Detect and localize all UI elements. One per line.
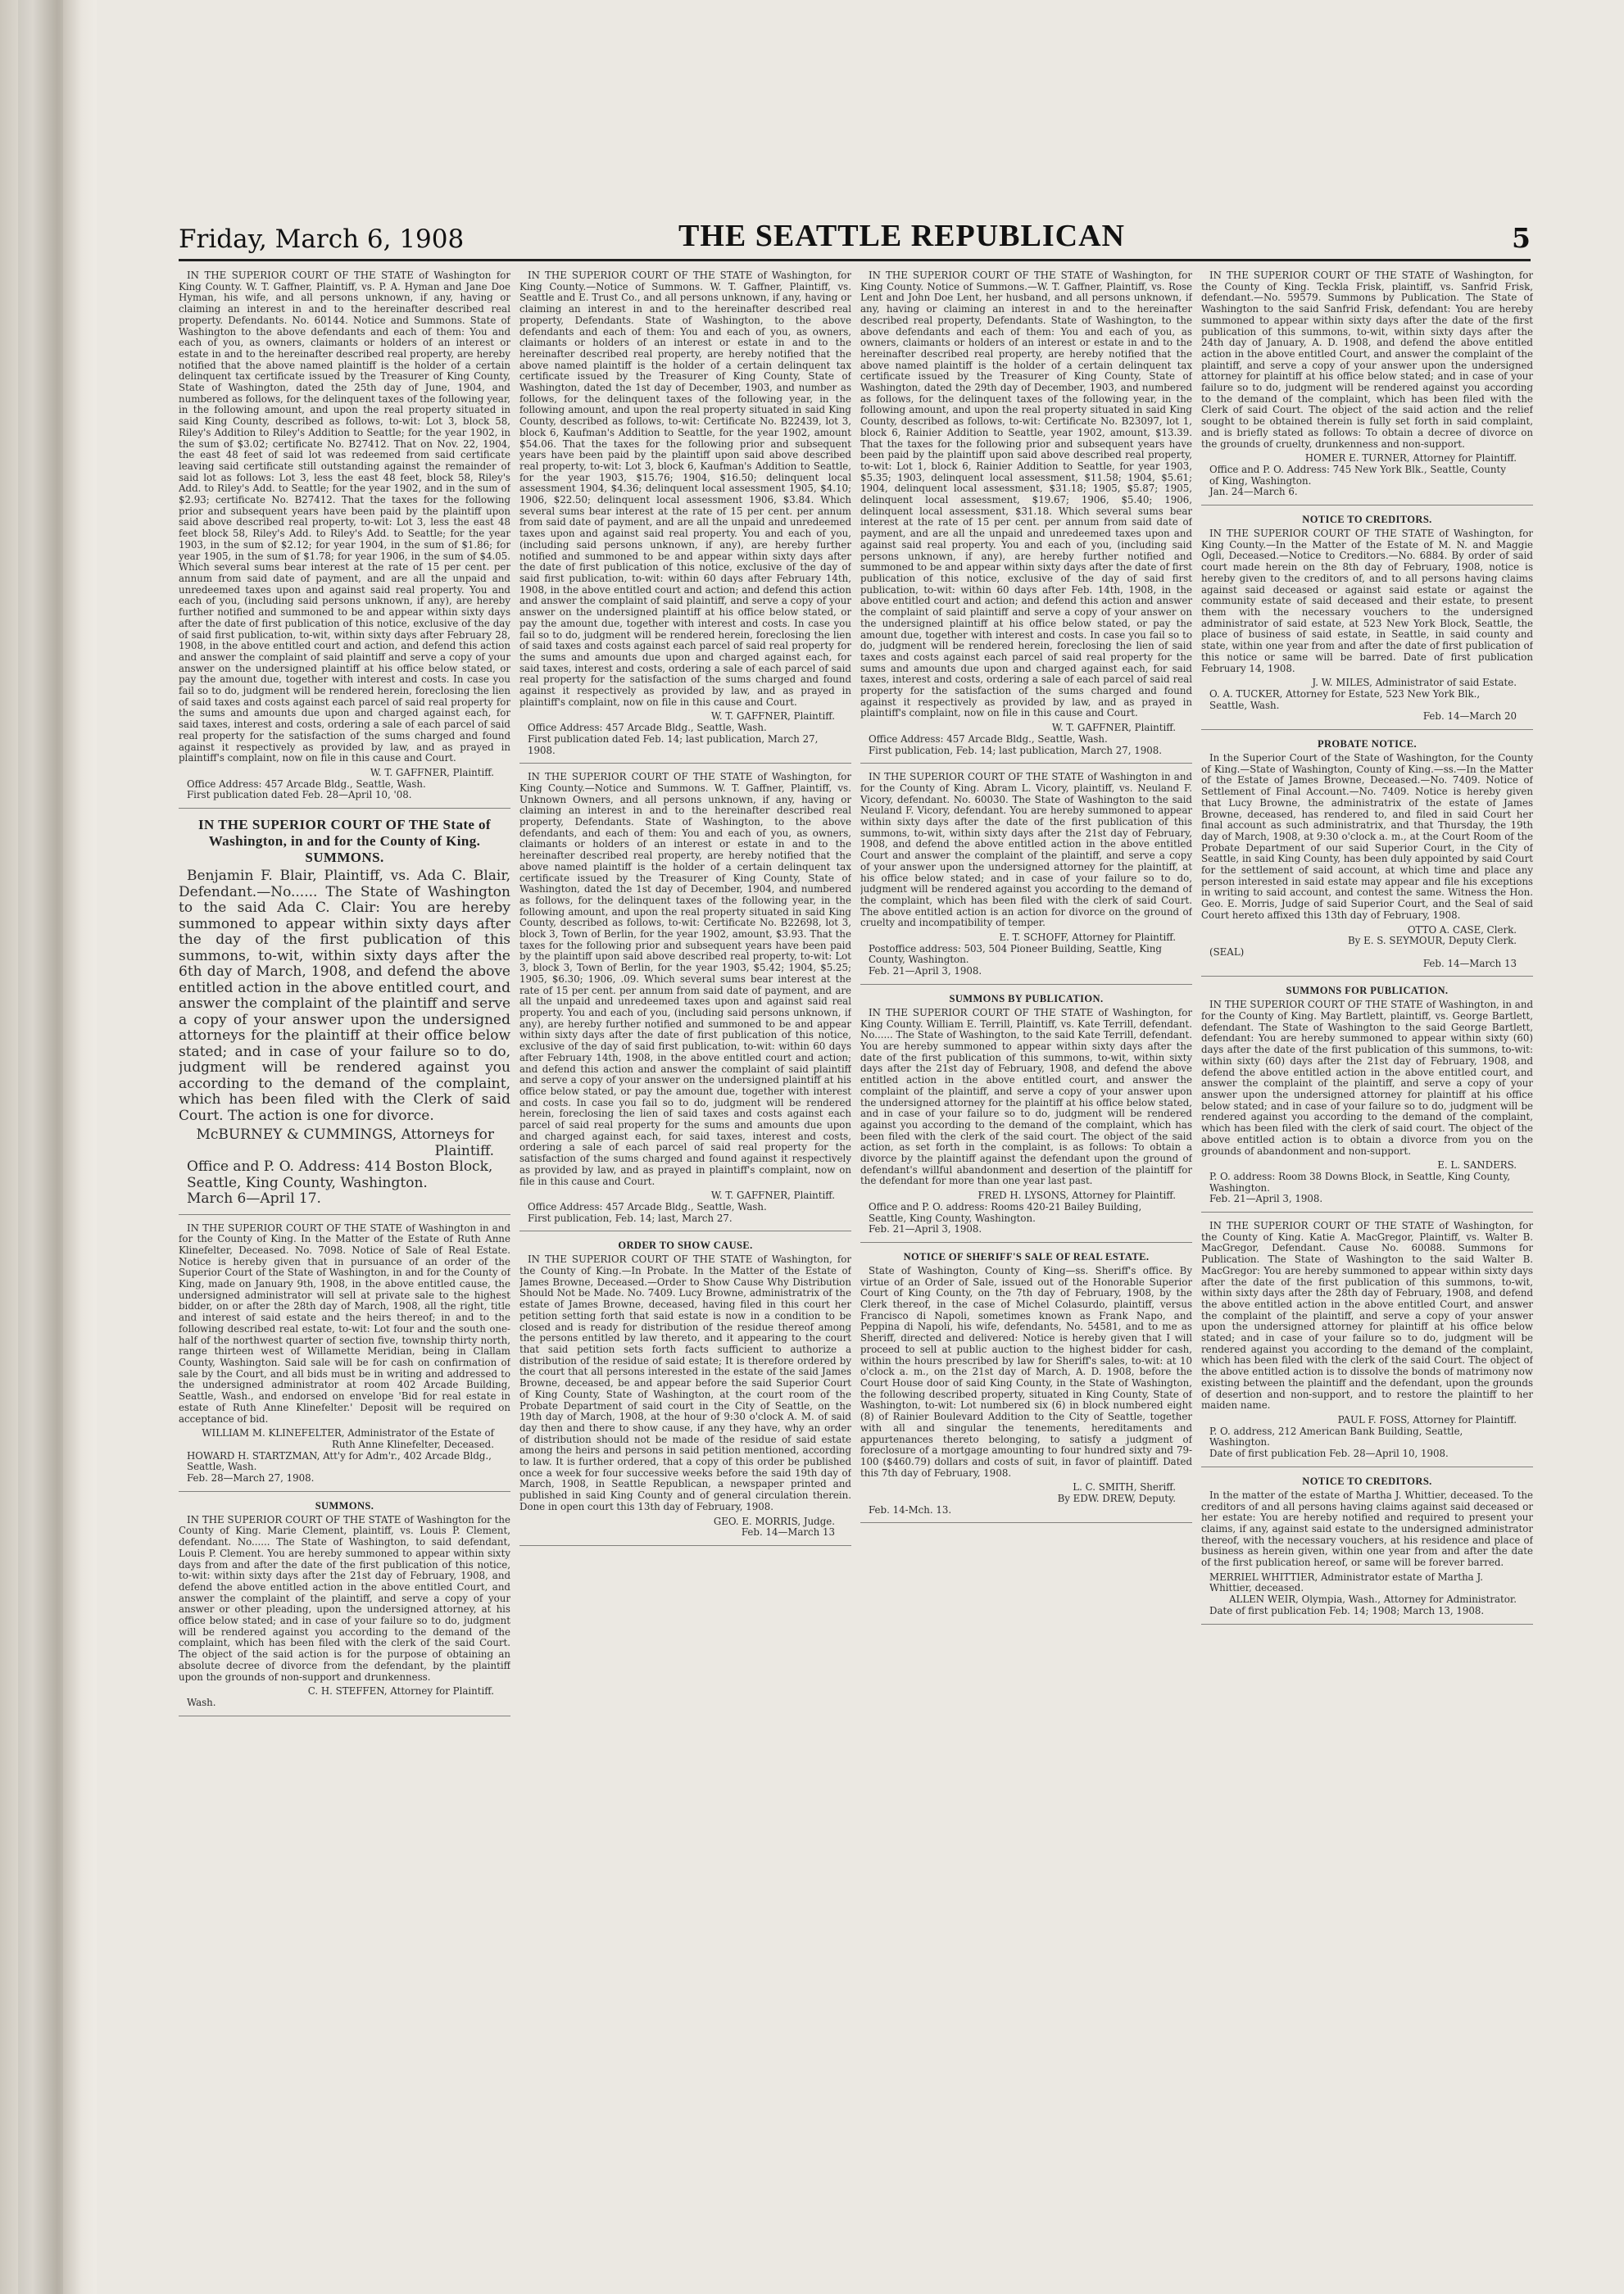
legal-notice: [1201, 738, 1533, 977]
column-2: [519, 270, 851, 2147]
notice-signature: [519, 1516, 851, 1539]
notice-heading: IN THE SUPERIOR COURT OF THE State of Washington, in and for the County of King. SUMMONS.: [198, 817, 491, 866]
signature-line: E. T. SCHOFF, Attorney for Plaintiff.: [999, 932, 1176, 944]
legal-notice: [1201, 985, 1533, 1213]
notice-signature: [1201, 453, 1533, 498]
column-4: [1201, 270, 1533, 2147]
legal-notice: [860, 270, 1192, 764]
signature-line: P. O. address, 212 American Bank Building, Seattle, Washington.: [1209, 1425, 1463, 1448]
notice-body: Benjamin F. Blair, Plaintiff, vs. Ada C. Blair, Defendant.—No...... The State of Washington to the said Ada C. Clair: You are hereby summoned to appear within sixty days after the day of the first publication of this summons, to-wit, within sixty days after the 6th day of March, 1908, and defend the above entitled action in the above entitled court, and answer the complaint of the plaintiff and serve a copy of your answer upon the undersigned attorneys for the plaintiff at their office below stated; and in case of your failure so to do, judgment will be rendered against you according to the demand of the complaint, which has been filed with the Clerk of said Court. The action is one for divorce.: [179, 868, 510, 1124]
legal-notice: [1201, 1221, 1533, 1467]
notice-signature: [179, 1127, 510, 1208]
signature-line: Office Address: 457 Arcade Bldg., Seattle, Wash.: [869, 732, 1108, 745]
signature-line: First publication dated Feb. 14; last publication, March 27, 1908.: [528, 732, 819, 756]
signature-line: Feb. 14—March 13: [1422, 957, 1517, 969]
signature-line: W. T. GAFFNER, Plaintiff.: [1051, 722, 1176, 734]
signature-line: J. W. MILES, Administrator of said Estate.: [1312, 677, 1517, 689]
notice-body: IN THE SUPERIOR COURT OF THE STATE of Washington, for King County.—Notice and Summons. W. T. Gaffner, Plaintiff, vs. Unknown Owners, and all persons unknown, if any, having or claiming an interest in and to the hereinafter described real property, Defendants. State of Washington, to the above defendants, and each of them: You and each of you, as owners, claimants or holders of an interest or estate in and to the hereinafter described real property, are hereby notified that the above named plaintiff is the holder of a certain delinquent tax certificate issued by the Treasurer of King County, State of Washington, dated the 1st day of December, 1904, and numbered as follows, for the delinquent taxes of the following year, in the following amount, and upon the real property situated in said King County, described as follows, to-wit: Certificate No. B22698, lot 3, block 3, Town of Berlin, for the year 1902, amount, $3.93. That the taxes for the following prior and subsequent years have been paid by the plaintiff upon said above described real property, to-wit: Lot 3, block 3, Town of Berlin, for the year 1903, $5.42; 1904, $5.25; 1905, $6.30; 1906, .09. Which several sums bear interest at the rate of 15 per cent. per annum from said date of payment, and are all the unpaid and unredeemed taxes upon and against said real property. You and each of you, (including said persons unknown, if any), are hereby further notified and summoned to be and appear within sixty days after the date of first publication of this notice, exclusive of the day of said first publication, to-wit: within 60 days after February 14th, 1908, in the above entitled court and action; and defend this action and answer the complaint of said plaintiff and serve a copy of your answer on the undersigned plaintiff at his office below stated, or pay the amount due, together with interest and costs. In case you fail so to do, judgment will be rendered herein, foreclosing the lien of said taxes and costs against each parcel of said real property for the sums and amounts due upon and charged against each, for said taxes, interest and costs, ordering a sale of each parcel of said real property for the satisfaction of the sums charged and found against it respectively as provided by law, and as prayed in plaintiff's complaint, now on file in this cause and Court.: [519, 771, 851, 1187]
notice-heading: PROBATE NOTICE.: [1317, 738, 1418, 750]
signature-line: Feb. 14-Mch. 13.: [869, 1503, 952, 1516]
notice-body: In the matter of the estate of Martha J. Whittier, deceased. To the creditors of and all persons having claims against said deceased or her estate: You are hereby notified and required to present your claims, if any, against said estate to the undersigned administrator thereof, with the necessary vouchers, at his residence and place of business as herein given, within one year from and after the date of the first publication hereof, or same will be forever barred.: [1201, 1489, 1533, 1569]
signature-line: PAUL F. FOSS, Attorney for Plaintiff.: [1337, 1413, 1517, 1426]
signature-line: Feb. 21—April 3, 1908.: [1209, 1193, 1323, 1205]
notice-heading: SUMMONS BY PUBLICATION.: [949, 992, 1104, 1004]
notice-heading: NOTICE TO CREDITORS.: [1302, 514, 1432, 526]
signature-line: E. L. SANDERS.: [1437, 1159, 1517, 1172]
signature-line: Jan. 24—March 6.: [1209, 486, 1298, 498]
signature-line: Office Address: 457 Arcade Bldg., Seattle, Wash.: [528, 1200, 767, 1213]
notice-body: IN THE SUPERIOR COURT OF THE STATE of Washington for King County. W. T. Gaffner, Plaintiff, vs. P. A. Hyman and Jane Doe Hyman, his wife, and all persons unknown, if any, having or claiming an interest in and to the hereinafter described real property. Defendants. No. 60144. Notice and Summons. State of Washington to the above defendants and each of them: You and each of you, as owners, claimants or holders of an interest or estate in and to the hereinafter described real property, are hereby notified that the above named plaintiff is the holder of a certain delinquent tax certificate issued by the Treasurer of King County, State of Washington, dated the 25th day of June, 1904, and numbered as follows, for the delinquent taxes of the following year, in the following amount, and upon the real property situated in said King County, described as follows, to-wit: Lot 3, block 58, Riley's Addition to Riley's Addition to Seattle; for the year 1902, in the sum of $3.02; certificate No. B27412. That on Nov. 22, 1904, the east 48 feet of said lot was redeemed from said certificate leaving said certificate still outstanding against the remainder of said lot as follows: Lot 3, less the east 48 feet, block 58, Riley's Add. to Riley's Add. to Seattle; for the year 1902, and in the sum of $2.93; certificate No. B27412. That the taxes for the following prior and subsequent years have been paid by the plaintiff upon said above described real property, to-wit: Lot 3, less the east 48 feet block 58, Riley's Add. to Riley's Add. to Seattle; for the year 1903, in the sum of $2.12; for year 1904, in the sum of $1.86; for year 1905, in the sum of $1.78; for year 1906, in the sum of $4.05. Which several sums bear interest at the rate of 15 per cent. per annum from said date of payment, and are all the unpaid and unredeemed taxes upon and against said real property. You and each of you, (including said persons unknown, if any), are hereby further notified and summoned to be and appear within sixty days after the date of first publication of this notice, exclusive of the day of said first publication, to-wit, within sixty days after February 28, 1908, in the above entitled court and action, and defend this action and answer the complaint of said plaintiff and serve a copy of your answer on the undersigned plaintiff at his office below stated, or pay the amount due, together with interest and costs. In case you fail so to do, judgment will be rendered herein, foreclosing the lien of said taxes and costs against each parcel of said real property for the sums and amounts due upon and charged against each, for said taxes, interest and costs, ordering a sale of each parcel of said real property for the satisfaction of the sums charged and found against it respectively as provided by law, and as prayed in plaintiff's complaint, now on file in this cause and Court.: [179, 270, 510, 764]
legal-notice: [179, 270, 510, 809]
notice-signature: [519, 711, 851, 756]
signature-line: WILLIAM M. KLINEFELTER, Administrator of the Estate of Ruth Anne Klinefelter, Deceased.: [202, 1427, 494, 1450]
signature-line: Feb. 14—March 13: [741, 1526, 835, 1539]
signature-line: By E. S. SEYMOUR, Deputy Clerk.: [1348, 935, 1517, 947]
notice-body: IN THE SUPERIOR COURT OF THE STATE of Washington, for King County.—Notice of Summons. W. T. Gaffner, Plaintiff, vs. Seattle and E. Trust Co., and all persons unknown, if any, having or claiming an interest in and to the hereinafter described real property, Defendants. State of Washington, to the above defendants and each of them: You and each of you, as owners, claimants or holders of an interest or estate in and to the hereinafter described real property, are hereby notified that the above named plaintiff is the holder of a certain delinquent tax certificate issued by the Treasurer of King County, State of Washington, dated the 1st day of December, 1903, and number as follows, for the delinquent taxes of the following year, in the following amount, and upon the real property situated in said King County, described as follows, to-wit: Certificate No. B22439, lot 3, block 6, Kaufman's Addition to Seattle, for the year 1902, amount $54.06. That the taxes for the following prior and subsequent years have been paid by the plaintiff upon said above described real property, to-wit: Lot 3, block 6, Kaufman's Addition to Seattle, for the year 1903, $15.76; 1904, $16.50; delinquent local assessment 1904, $4.36; delinquent local assessment 1905, $4.10; 1906, $22.50; delinquent local assessment 1906, $3.84. Which several sums bear interest at the rate of 15 per cent. per annum from said date of payment, and are all the unpaid and unredeemed taxes upon and against said real property. You and each of you, (including said persons unknown, if any), are hereby further notified and summoned to be and appear within sixty days after the date of first publication of this notice, exclusive of the day of said first publication, to-wit: within 60 days after February 14th, 1908, in the above entitled court and action; and defend this action and answer the complaint of said plaintiff, and serve a copy of your answer on the undersigned plaintiff at his office below stated, or pay the amount due, together with interest and costs. In case you fail so to do, judgment will be rendered herein, foreclosing the lien of said taxes and costs against each parcel of said real property for the sums and amounts due upon and charged against each, for said taxes, interest and costs, ordering a sale of each parcel of said real property for the satisfaction of the sums charged and found against it respectively as provided by law, and as prayed in plaintiff's complaint, now on file in this cause and Court.: [519, 270, 851, 708]
binding-spine: [0, 0, 97, 2294]
signature-line: GEO. E. MORRIS, Judge.: [713, 1515, 835, 1527]
signature-line: C. H. STEFFEN, Attorney for Plaintiff.: [307, 1685, 494, 1698]
signature-line: March 6—April 17.: [187, 1190, 321, 1208]
notice-signature: [179, 768, 510, 801]
signature-line: W. T. GAFFNER, Plaintiff.: [370, 766, 494, 778]
legal-notice: [1201, 1476, 1533, 1625]
signature-line: W. T. GAFFNER, Plaintiff.: [710, 1190, 835, 1202]
signature-line: Date of first publication Feb. 14; 1908; March 13, 1908.: [1209, 1604, 1485, 1616]
signature-line: Office Address: 457 Arcade Bldg., Seattle, Wash.: [528, 722, 767, 734]
legal-notice: [860, 1251, 1192, 1523]
page-number: 5: [1512, 222, 1531, 254]
signature-line: W. T. GAFFNER, Plaintiff.: [710, 710, 835, 723]
signature-line: By EDW. DREW, Deputy.: [1057, 1493, 1176, 1505]
notice-signature: [1201, 1415, 1533, 1460]
newspaper-title: THE SEATTLE REPUBLICAN: [678, 219, 1125, 253]
legal-notice: [179, 1500, 510, 1716]
signature-line: (SEAL): [1209, 945, 1245, 958]
legal-notice: [179, 1223, 510, 1492]
signature-line: Wash.: [187, 1696, 216, 1708]
notice-signature: [1201, 925, 1533, 970]
signature-line: Postoffice address: 503, 504 Pioneer Building, Seattle, King County, Washington.: [869, 942, 1162, 966]
signature-line: ALLEN WEIR, Olympia, Wash., Attorney for Administrator.: [1228, 1594, 1517, 1606]
signature-line: Feb. 28—March 27, 1908.: [187, 1472, 315, 1485]
column-1: [179, 270, 510, 2147]
notice-heading: ORDER TO SHOW CAUSE.: [618, 1240, 753, 1252]
newspaper-page: [97, 0, 1624, 2294]
signature-line: FRED H. LYSONS, Attorney for Plaintiff.: [978, 1190, 1176, 1202]
legal-notice: [1201, 514, 1533, 730]
notice-heading: NOTICE TO CREDITORS.: [1302, 1475, 1432, 1487]
notice-body: IN THE SUPERIOR COURT OF THE STATE of Washington, for the County of King.—In Probate. In the Matter of the Estate of James Browne, Deceased.—Order to Show Cause Why Distribution Should Not be Made. No. 7409. Lucy Browne, administratrix of the estate of James Browne, deceased, having filed in this court her petition setting forth that said estate is now in a condition to be closed and is ready for distribution of the residue thereof among the persons entitled by law thereto, and it appearing to the court that said petition sets forth facts sufficient to authorize a distribution of the residue of said estate; It is therefore ordered by the court that all persons interested in the estate of the said James Browne, deceased, be and appear before the said Superior Court of King County, State of Washington, at the court room of the Probate Department of said court in the City of Seattle, on the 19th day of March, 1908, at the hour of 9:30 o'clock A. M. of said day then and there to show cause, if any they have, why an order of distribution should not be made of the residue of said estate among the heirs and persons in said petition mentioned, according to law. It is further ordered, that a copy of this order be published once a week for four successive weeks before the said 19th day of March, 1908, in Seattle Republican, a newspaper printed and published in said King County and of general circulation therein. Done in open court this 13th day of February, 1908.: [519, 1254, 851, 1512]
signature-line: Feb. 14—March 20: [1422, 710, 1517, 723]
signature-line: HOWARD H. STARTZMAN, Att'y for Adm'r., 402 Arcade Bldg., Seattle, Wash.: [187, 1449, 492, 1473]
column-3: [860, 270, 1192, 2147]
signature-line: Date of first publication Feb. 28—April 10, 1908.: [1209, 1448, 1449, 1460]
legal-notice: [1201, 270, 1533, 505]
notice-signature: [860, 932, 1192, 977]
legal-notice: [179, 817, 510, 1215]
notice-signature: [179, 1428, 510, 1485]
signature-line: Feb. 21—April 3, 1908.: [869, 1223, 982, 1235]
spine-shadow: [18, 0, 63, 2294]
legal-notice: [860, 993, 1192, 1243]
notice-signature: [179, 1686, 510, 1708]
legal-notice: [860, 772, 1192, 985]
notice-body: IN THE SUPERIOR COURT OF THE STATE of Washington, for King County.—In the Matter of the Estate of M. N. and Maggie Ogli, Deceased.—Notice to Creditors.—No. 6884. By order of said court made herein on the 8th day of February, 1908, notice is hereby given to the creditors of, and to all persons having claims against said deceased or against said estate or against the community estate of said deceased and their estate, to present them with the necessary vouchers to the undersigned administrator of said estate, at 523 New York Block, Seattle, the place of business of said estate, in Seattle, in said county and state, within one year from and after the date of first publication of this notice or same will be barred. Date of first publication February 14, 1908.: [1201, 528, 1533, 674]
signature-line: MERRIEL WHITTIER, Administrator estate of Martha J. Whittier, deceased.: [1209, 1571, 1484, 1594]
notice-heading: SUMMONS FOR PUBLICATION.: [1286, 985, 1449, 997]
legal-notice: [519, 772, 851, 1231]
signature-line: OTTO A. CASE, Clerk.: [1407, 923, 1517, 936]
notice-body: State of Washington, County of King—ss. Sheriff's office. By virtue of an Order of Sale, issued out of the Honorable Superior Court of King County, on the 7th day of February, 1908, by the Clerk thereof, in the case of Michel Colasurdo, plaintiff, versus Francisco di Napoli, sometimes known as Frank Napo, and Peppina di Napoli, his wife, defendants, No. 54581, and to me as Sheriff, directed and delivered: Notice is hereby given that I will proceed to sell at public auction to the highest bidder for cash, within the hours prescribed by law for Sheriff's sales, to-wit: at 10 o'clock a. m., on the 21st day of March, A. D. 1908, before the Court House door of said King County, in the State of Washington, the following described property, situated in King County, State of Washington, to-wit: Lot numbered six (6) in block numbered eight (8) of Rainier Boulevard Addition to the City of Seattle, together with all and singular the tenements, hereditaments and appurtenances thereto belonging, to satisfy a judgment of foreclosure of a mortgage amounting to four hundred sixty and 79-100 ($460.79) dollars and costs of suit, in favor of plaintiff. Dated this 7th day of February, 1908.: [860, 1264, 1192, 1479]
notice-signature: [1201, 678, 1533, 723]
notice-body: IN THE SUPERIOR COURT OF THE STATE of Washington in and for the County of King. Abram L. Vicory, plaintiff, vs. Neuland F. Vicory, defendant. No. 60030. The State of Washington to the said Neuland F. Vicory, defendant. You are hereby summoned to appear within sixty days after the date of the first publication of this summons, to-wit, within sixty days after the 21st day of February, 1908, and defend the above entitled action in the above entitled Court and answer the complaint of the plaintiff, and serve a copy of your answer upon the undersigned attorney for the plaintiff, at his office below stated; and in case of your failure so to do, judgment will be rendered against you according to the demand of the complaint, which has been filed with the clerk of said Court. The above entitled action is an action for divorce on the ground of cruelty and incompatibility of temper.: [860, 771, 1192, 929]
signature-line: First publication, Feb. 14; last publication, March 27, 1908.: [869, 744, 1162, 756]
notice-body: IN THE SUPERIOR COURT OF THE STATE of Washington, for the County of King. Teckla Frisk, plaintiff, vs. Sanfrid Frisk, defendant.—No. 59579. Summons by Publication. The State of Washington to the said Sanfrid Frisk, defendant: You are hereby summoned to appear within sixty days after the date of the first publication of this summons, to-wit, within sixty days after the 24th day of January, A. D. 1908, and defend the above entitled action in the above entitled Court, and answer the complaint of the plaintiff, and serve a copy of your answer upon the undersigned attorney for plaintiff at his office below stated; and in case of your failure so to do, judgment will be rendered against you according to the demand of the complaint, which has been filed with the Clerk of said Court. The object of the said action and the relief sought to be obtained therein is fully set forth in said complaint, and is briefly stated as follows: To obtain a decree of divorce on the grounds of cruelty, drunkenness and non-support.: [1201, 270, 1533, 450]
notice-signature: [1201, 1160, 1533, 1205]
notice-signature: [860, 723, 1192, 756]
signature-line: O. A. TUCKER, Attorney for Estate, 523 New York Blk., Seattle, Wash.: [1209, 687, 1481, 711]
notice-body: IN THE SUPERIOR COURT OF THE STATE of Washington in and for the County of King. In the Matter of the Estate of Ruth Anne Klinefelter, Deceased. No. 7098. Notice of Sale of Real Estate. Notice is hereby given that in pursuance of an order of the Superior Court of the State of Washington, in and for the County of King, made on January 9th, 1908, in the above entitled cause, the undersigned administrator will sell at private sale to the highest bidder, on or after the 28th day of March, 1908, all the right, title and interest of said estate and the heirs thereof; in and to the following described real estate, to-wit: Lot four and the south one-half of the northwest quarter of section five, township thirty north, range thirteen west of Willamette Meridian, being in Clallam County, Washington. Said sale will be for cash on confirmation of sale by the Court, and all bids must be in writing and addressed to the undersigned administrator at room 402 Arcade Building, Seattle, Wash., and endorsed on envelope 'Bid for real estate in estate of Ruth Anne Klinefelter.' Deposit will be required on acceptance of bid.: [179, 1222, 510, 1425]
signature-line: Office and P. O. address: Rooms 420-21 Bailey Building, Seattle, King County, Washington.: [869, 1200, 1142, 1224]
signature-line: First publication, Feb. 14; last, March 27.: [528, 1212, 733, 1224]
legal-notice: [519, 270, 851, 764]
notice-heading: NOTICE OF SHERIFF'S SALE OF REAL ESTATE.: [903, 1250, 1150, 1263]
notice-body: IN THE SUPERIOR COURT OF THE STATE of Washington, for the County of King. Katie A. MacGregor, Plaintiff, vs. Walter B. MacGregor, Defendant. Cause No. 60088. Summons for Publication. The State of Washington to the said Walter B. MacGregor: You are hereby summoned to appear within sixty days after the date of the first publication of this summons, to-wit, within sixty days after the 28th day of February, 1908, and defend the above entitled action in the above entitled Court, and answer the complaint of the plaintiff, and serve a copy of your answer upon the undersigned attorney for plaintiff at his office below stated; and in case of your failure so to do, judgment will be rendered against you according to the demand of the complaint, which has been filed with the clerk of the said Court. The object of the above entitled action is to dissolve the bonds of matrimony now existing between the plaintiff and the defendant, upon the grounds of desertion and non-support, and to restore the plaintiff to her maiden name.: [1201, 1220, 1533, 1412]
notice-body: IN THE SUPERIOR COURT OF THE STATE of Washington, for King County. William E. Terrill, Plaintiff, vs. Kate Terrill, defendant. No...... The State of Washington, to the said Kate Terrill, defendant. You are hereby summoned to appear within sixty days after the date of the first publication of this summons, to-wit, within sixty days after the 21st day of February, 1908, and defend the above entitled action in the above entitled court, and answer the complaint of the plaintiff, and serve a copy of your answer upon the undersigned attorney for the plaintiff at his office below stated, and in case of your failure so to do, judgment will be rendered against you according to the demand of the complaint, which has been filed with the clerk of the said court. The object of the said action, as set forth in the complaint, is as follows: To obtain a divorce by the plaintiff against the defendant upon the ground of defendant's willful abandonment and desertion of the plaintiff for the defendant for more than one year last past.: [860, 1006, 1192, 1187]
signature-line: Office Address: 457 Arcade Bldg., Seattle, Wash.: [187, 778, 426, 790]
legal-notice: [519, 1240, 851, 1546]
issue-date: Friday, March 6, 1908: [179, 224, 465, 254]
notice-signature: [519, 1190, 851, 1224]
notice-body: IN THE SUPERIOR COURT OF THE STATE of Washington for the County of King. Marie Clement, plaintiff, vs. Louis P. Clement, defendant. No...... The State of Washington, to said defendant, Louis P. Clement. You are hereby summoned to appear within sixty days from and after the date of the first publication of this notice, to-wit: within sixty days after the 21st day of February, 1908, and defend the above entitled action in the above entitled Court, and answer the complaint of the plaintiff, and serve a copy of your answer or other pleading, upon the undersigned attorney, at his office below stated; and in case of your failure so to do, judgment will be rendered against you according to the demand of the complaint, which has been filed with the clerk of the said Court. The object of the said action is for the purpose of obtaining an absolute decree of divorce from the defendant, by the plaintiff upon the grounds of non-support and drunkenness.: [179, 1513, 510, 1683]
signature-line: First publication dated Feb. 28—April 10, '08.: [187, 789, 412, 801]
notice-signature: [860, 1482, 1192, 1516]
signature-line: McBURNEY & CUMMINGS, Attorneys for Plaintiff.: [196, 1127, 494, 1159]
signature-line: Office and P. O. Address: 745 New York Blk., Seattle, County of King, Washington.: [1209, 463, 1506, 487]
notice-body: IN THE SUPERIOR COURT OF THE STATE of Washington, in and for the County of King. May Bartlett, plaintiff, vs. George Bartlett, defendant. The State of Washington to the said George Bartlett, defendant: You are hereby summoned to appear within sixty (60) days after the date of the first publication of this summons, to-wit: within sixty (60) days after the 21st day of February, 1908, and defend the above entitled action in the above entitled court, and answer the complaint of the plaintiff, and serve a copy of your answer upon the undersigned attorney for plaintiff at his office below stated; and in case of your failure so to do, judgment will be rendered against you according to the demand of the complaint, which has been filed with the clerk of said court. The object of the above entitled action is to obtain a divorce from you on the grounds of abandonment and non-support.: [1201, 999, 1533, 1157]
signature-line: Office and P. O. Address: 414 Boston Block, Seattle, King County, Washington.: [187, 1158, 493, 1191]
masthead: [179, 220, 1531, 261]
notice-signature: [1201, 1572, 1533, 1617]
notice-heading: SUMMONS.: [315, 1499, 374, 1512]
notice-body: In the Superior Court of the State of Washington, for the County of King.—State of Washington, County of King.—ss.—In the Matter of the Estate of James Browne, Deceased.—No. 7409. Notice of Settlement of Final Account.—No. 7409. Notice is hereby given that Lucy Browne, the administratrix of the estate of James Browne, deceased, has rendered to, and filed in said Court her final account as such administratrix, and that Thursday, the 19th day of March, 1908, at 9:30 o'clock a. m., at the Court Room of the Probate Department of our said Superior Court, in the City of Seattle, in said King County, has been duly appointed by said Court for the settlement of said account, at which time and place any person interested in said estate may appear and file his exceptions in writing to said account, and contest the same. Witness the Hon. Geo. E. Morris, Judge of said Superior Court, and the Seal of said Court hereto affixed this 13th day of February, 1908.: [1201, 752, 1533, 921]
signature-line: P. O. address: Room 38 Downs Block, in Seattle, King County, Washington.: [1209, 1170, 1511, 1194]
notice-signature: [860, 1190, 1192, 1235]
signature-line: Feb. 21—April 3, 1908.: [869, 965, 982, 977]
notice-body: IN THE SUPERIOR COURT OF THE STATE of Washington, for King County. Notice of Summons.—W. T. Gaffner, Plaintiff, vs. Rose Lent and John Doe Lent, her husband, and all persons unknown, if any, having or claiming an interest in and to the hereinafter described real property, Defendants. State of Washington, to the above defendants and each of them: You and each of you, as owners, claimants or holders of an interest or estate in and to the hereinafter described real property, are hereby notified that the above named plaintiff is the holder of a certain delinquent tax certificate issued by the Treasurer of King County, State of Washington, dated the 29th day of December, 1903, and numbered as follows, for the delinquent taxes of the following year, in the following amount, and upon the real property situated in said King County, described as follows, to-wit: Certificate No. B23097, lot 1, block 6, Rainier Addition to Seattle, year 1902, amount, $13.39. That the taxes for the following prior and subsequent years have been paid by the plaintiff upon said above described real property, to-wit: Lot 1, block 6, Rainier Addition to Seattle, for year 1903, $5.35; 1903, delinquent local assessment, $11.58; 1904, $5.61; 1904, delinquent local assessment, $31.18; 1905, $5.87; 1905, delinquent local assessment, $19.67; 1906, $5.40; 1906, delinquent local assessment, $31.18. Which several sums bear interest at the rate of 15 per cent. per annum from said date of payment, and are all the unpaid and unredeemed taxes upon and against said real property. You and each of you, (including said persons unknown, if any), are hereby further notified and summoned to be and appear within sixty days after the date of first publication of this notice, exclusive of the day of said first publication, to-wit: within 60 days after Feb. 14th, 1908, in the above entitled court and action; and defend this action and answer the complaint of said plaintiff and serve a copy of your answer on the undersigned plaintiff at his office below stated, or pay the amount due, together with interest and costs. In case you fail so to do, judgment will be rendered herein, foreclosing the lien of said taxes and costs against each parcel of said real property for the sums and amounts due upon and charged against each, for said taxes, interest and costs, ordering a sale of each parcel of said real property for the satisfaction of the sums charged and found against it respectively as provided by law, and as prayed in plaintiff's complaint, now on file in this cause and Court.: [860, 270, 1192, 719]
signature-line: L. C. SMITH, Sheriff.: [1073, 1481, 1176, 1494]
signature-line: HOMER E. TURNER, Attorney for Plaintiff.: [1304, 452, 1517, 465]
